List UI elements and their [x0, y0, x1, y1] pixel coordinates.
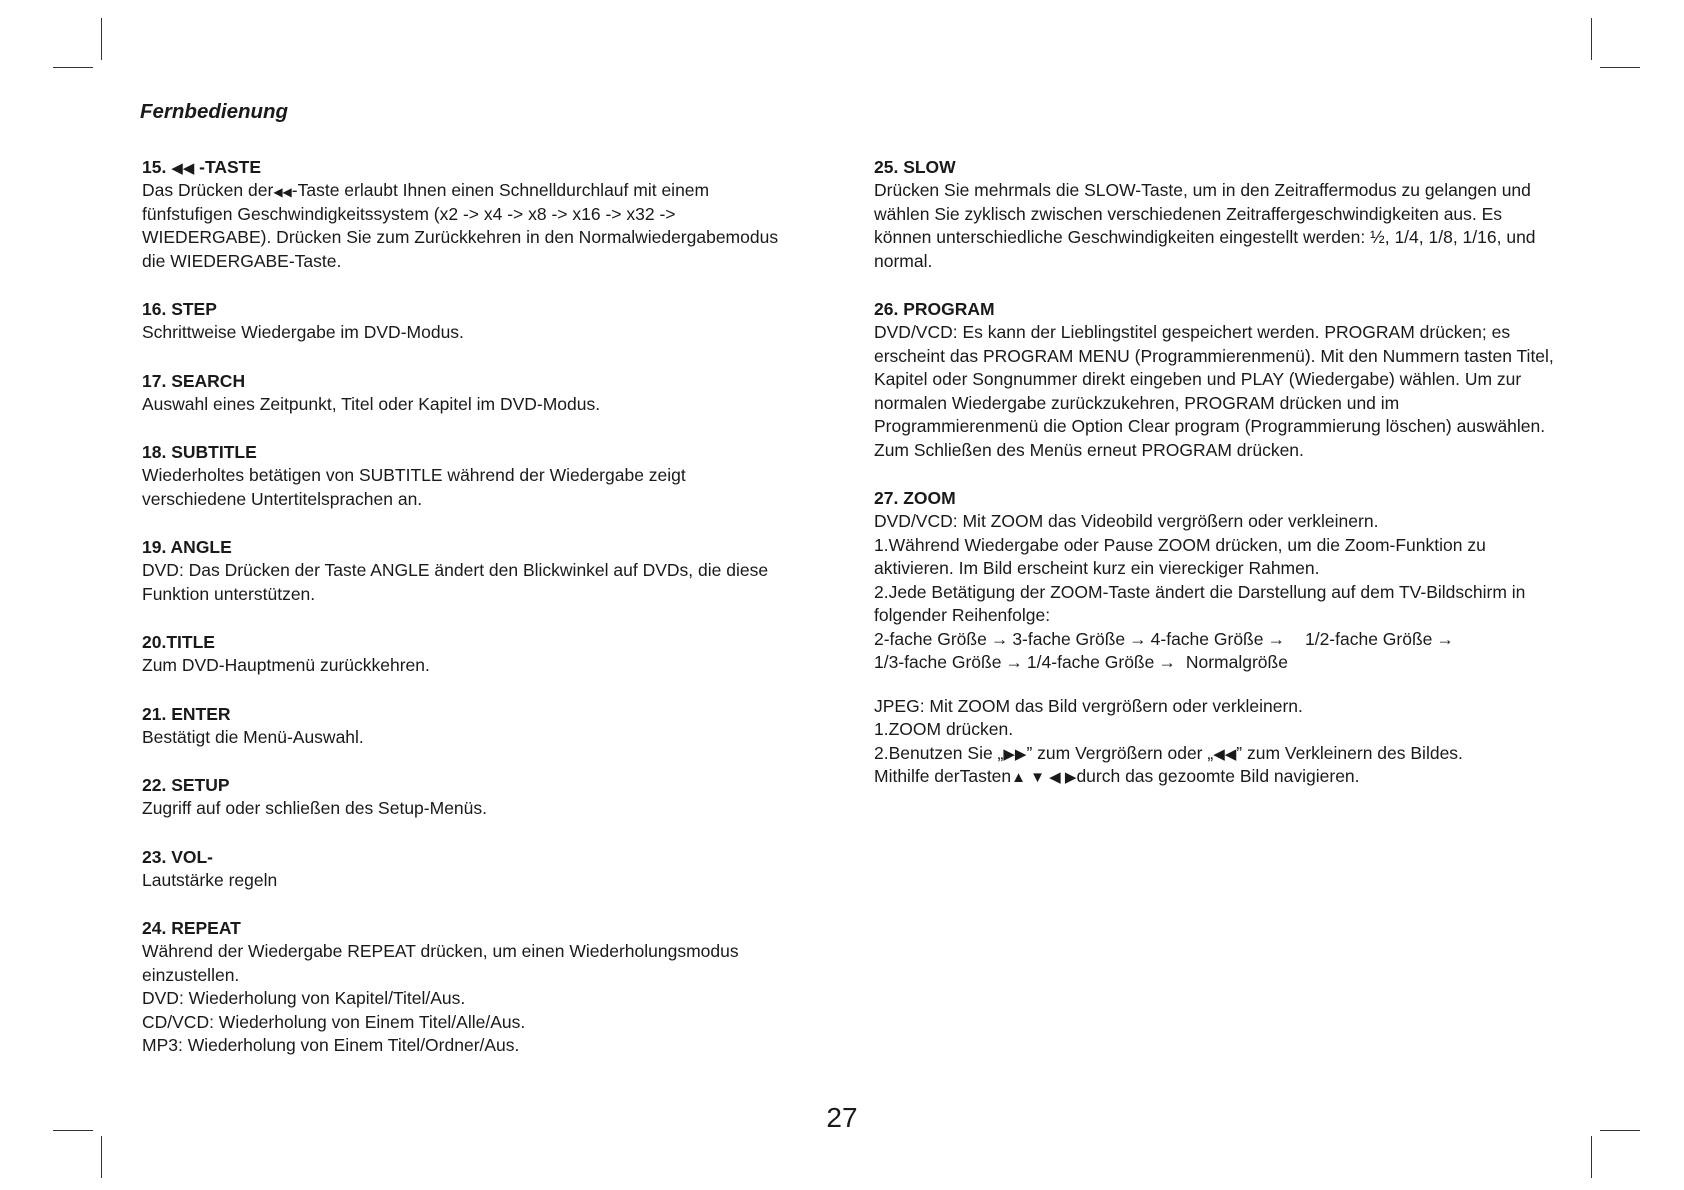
item-body: Zugriff auf oder schließen des Setup-Menüs.: [142, 798, 488, 818]
item-heading: 27. ZOOM: [874, 488, 956, 508]
item-body: Das Drücken der◀◀-Taste erlaubt Ihnen einen Schnelldurchlauf mit einem fünfstufigen Geschwindigkeitssystem (x2 -> x4 -> x8 -> x16 -> x32 -> WIEDERGABE). Drücken Sie zum Zurückkehren in den Normalwiedergabemodus die WIEDERGABE-Taste.: [142, 180, 779, 271]
item-21: [142, 702, 792, 750]
item-heading: 19. ANGLE: [142, 537, 232, 557]
item-heading: 16. STEP: [142, 299, 217, 319]
item-26: [874, 297, 1554, 462]
crop-mark: [1600, 67, 1640, 68]
item-body: Auswahl eines Zeitpunkt, Titel oder Kapitel im DVD-Modus.: [142, 393, 601, 414]
item-17: [142, 369, 792, 417]
item-27: [874, 486, 1554, 789]
item-heading: 20.TITLE: [142, 632, 215, 652]
arrow-right-icon: →: [1005, 652, 1023, 672]
item-heading: 24. REPEAT: [142, 918, 241, 938]
item-body: Zum DVD-Hauptmenü zurückkehren.: [142, 655, 430, 675]
arrow-right-icon: →: [1129, 628, 1147, 649]
item-20: [142, 630, 792, 678]
item-body: DVD: Das Drücken der Taste ANGLE ändert den Blickwinkel auf DVDs, die diese Funktion unterstützen.: [142, 560, 769, 604]
direction-keys-icon: ▲ ▼ ◀ ▶: [1011, 769, 1077, 786]
item-heading: 17. SEARCH: [142, 370, 246, 391]
item-15: [142, 155, 792, 273]
crop-mark: [101, 18, 102, 60]
item-22: [142, 773, 792, 821]
item-heading: 26. PROGRAM: [874, 299, 995, 319]
item-heading: 15. ◀◀ -TASTE: [142, 157, 262, 177]
rewind-icon: ◀◀: [273, 185, 292, 199]
fast-forward-icon: ▶▶: [1003, 745, 1027, 763]
crop-mark: [1591, 18, 1592, 60]
item-18: [142, 440, 792, 511]
zoom-sequence-row: 2-fache Größe → 3-fache Größe → 4-fache Größe → 1/2-fache Größe →: [874, 628, 1554, 652]
item-body: Schrittweise Wiedergabe im DVD-Modus.: [142, 322, 464, 342]
item-25: [874, 155, 1554, 273]
zoom-sequence-row: 1/3-fache Größe → 1/4-fache Größe → Normalgröße: [874, 651, 1554, 675]
item-body: Lautstärke regeln: [142, 869, 278, 890]
arrow-right-icon: →: [990, 628, 1009, 649]
item-body: Wiederholtes betätigen von SUBTITLE während der Wiedergabe zeigt verschiedene Untertitelsprachen an.: [142, 465, 686, 509]
item-body: Bestätigt die Menü-Auswahl.: [142, 726, 364, 747]
item-heading: 21. ENTER: [142, 703, 231, 724]
crop-mark: [53, 67, 93, 68]
item-heading: 23. VOL-: [142, 846, 213, 867]
item-body: DVD/VCD: Es kann der Lieblingstitel gespeichert werden. PROGRAM drücken; es erscheint das PROGRAM MENU (Programmierenmenü). Mit den Nummern tasten Titel, Kapitel oder Songnummer direkt eingeben und PLAY (Wiedergabe) wählen. Um zur normalen Wiedergabe zurückzukehren, PROGRAM drücken und im Programmierenmenü die Option Clear program (Programmierung löschen) auswählen. Zum Schließen des Menüs erneut PROGRAM drücken.: [874, 322, 1554, 460]
item-heading: 18. SUBTITLE: [142, 442, 257, 462]
crop-mark: [1591, 1136, 1592, 1178]
item-body: Drücken Sie mehrmals die SLOW-Taste, um in den Zeitraffermodus zu gelangen und wählen Sie zyklisch zwischen verschiedenen Zeitraffergeschwindigkeiten aus. Es können unterschiedliche Geschwindigkeiten eingestellt werden: ½, 1/4, 1/8, 1/16, und normal.: [874, 180, 1536, 271]
item-heading: 22. SETUP: [142, 775, 230, 795]
item-heading: 25. SLOW: [874, 157, 956, 177]
item-body: DVD/VCD: Mit ZOOM das Videobild vergrößern oder verkleinern. 1.Während Wiedergabe oder Pause ZOOM drücken, um die Zoom-Funktion zu aktivieren. Im Bild erscheint kurz ein viereckiger Rahmen. 2.Jede Betätigung der ZOOM-Taste ändert die Darstellung auf dem TV-Bildschirm in folgender Reihenfolge: 2-fache Größe → 3-fache Größe → 4-fache Größe → 1/2-fache Größe → 1/3-fache Größe → 1/4-fache Größe → Normalgröße JPEG: Mit ZOOM das Bild vergrößern oder verkleinern. 1.ZOOM drücken. 2.Benutzen Sie „▶▶” zum Vergrößern oder „◀◀” zum Verkleinern des Bildes. Mithilfe derTasten▲ ▼ ◀ ▶durch das gezoomte Bild navigieren.: [874, 510, 1554, 789]
item-19: [142, 535, 792, 606]
rewind-icon: ◀◀: [171, 160, 195, 177]
item-16: [142, 297, 792, 345]
item-23: [142, 845, 792, 893]
arrow-right-icon: →: [1436, 628, 1454, 649]
item-24: [142, 916, 792, 1058]
crop-mark: [101, 1136, 102, 1178]
section-title: Fernbedienung: [140, 100, 289, 123]
arrow-right-icon: →: [1267, 628, 1285, 649]
left-column: [142, 155, 792, 1082]
arrow-right-icon: →: [1158, 652, 1176, 672]
rewind-icon: ◀◀: [1213, 745, 1237, 763]
item-body: Während der Wiedergabe REPEAT drücken, um einen Wiederholungsmodus einzustellen. DVD: Wiederholung von Kapitel/Titel/Aus. CD/VCD: Wiederholung von Einem Titel/Alle/Aus. MP3: Wiederholung von Einem Titel/Ordner/Aus.: [142, 941, 739, 1055]
page-number: 27: [826, 1102, 858, 1133]
right-column: [874, 155, 1554, 813]
